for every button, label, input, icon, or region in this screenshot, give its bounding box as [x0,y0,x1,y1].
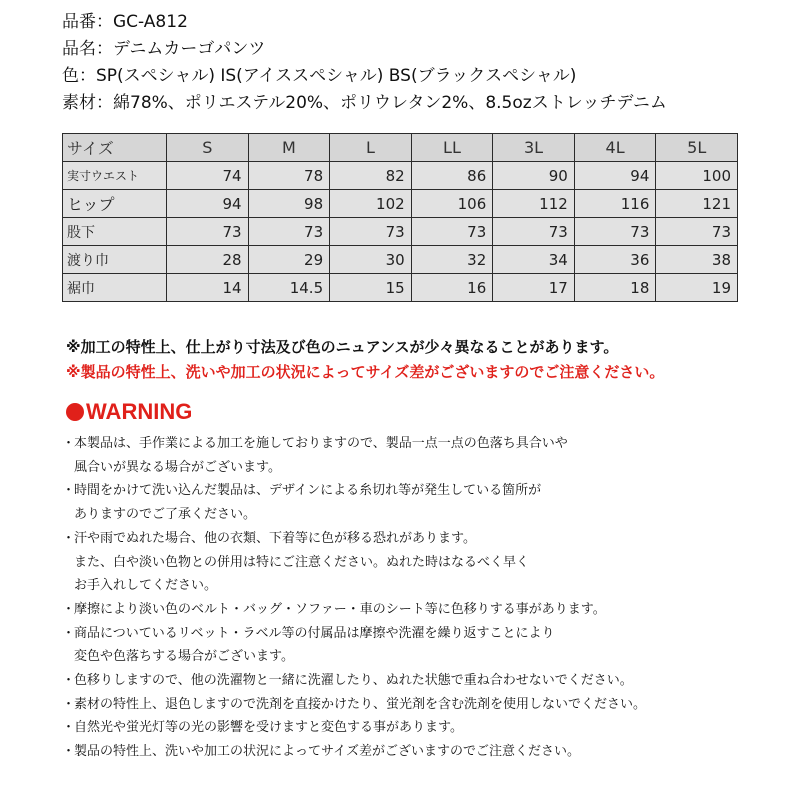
table-row [63,218,738,246]
product-number: 品番：GC-A812 [62,12,188,32]
table-cell: 73 [493,218,575,246]
table-cell: 15 [330,274,412,302]
bullet: ・ [62,696,76,712]
size-header-ll: LL [411,134,493,162]
bullet: ・ [62,744,76,760]
list-item [62,693,762,717]
list-item [62,527,762,598]
size-table [62,133,738,302]
row-label-hem-width: 裾巾 [63,274,167,302]
table-cell: 98 [248,190,330,218]
table-cell: 106 [411,190,493,218]
table-cell: 14 [167,274,249,302]
list-item [62,716,762,740]
size-corner-label: サイズ [63,134,167,162]
row-label-thigh-width: 渡り巾 [63,246,167,274]
table-cell: 36 [574,246,656,274]
size-header-4l: 4L [574,134,656,162]
table-cell: 18 [574,274,656,302]
table-cell: 74 [167,162,249,190]
warning-title: WARNING [86,399,193,424]
list-item [62,598,762,622]
product-material: 素材：綿78%、ポリエステル20%、ポリウレタン2%、8.5ozストレッチデニム [62,93,667,113]
list-item-text: 時間をかけて洗い込んだ製品は、デザインによる糸切れ等が発生している箇所が [74,483,542,499]
table-row [63,246,738,274]
list-item-text: また、白や淡い色物との併用は特にご注意ください。ぬれた時はなるべく早く [74,554,530,570]
list-item-text: 製品の特性上、洗いや加工の状況によってサイズ差がございますのでご注意ください。 [74,744,580,760]
table-cell: 86 [411,162,493,190]
list-item [62,432,762,479]
size-header-m: M [248,134,330,162]
table-cell: 94 [167,190,249,218]
table-cell: 73 [330,218,412,246]
size-header-5l: 5L [656,134,738,162]
row-label-waist: 実寸ウエスト [63,162,167,190]
table-cell: 32 [411,246,493,274]
product-name: 品名：デニムカーゴパンツ [62,39,266,59]
table-cell: 116 [574,190,656,218]
list-item-text: 汗や雨でぬれた場合、他の衣類、下着等に色が移る恐れがあります。 [74,530,476,546]
bullet: ・ [62,436,76,451]
table-row [63,274,738,302]
list-item-text: 摩擦により淡い色のベルト・バッグ・ソファー・車のシート等に色移りする事があります。 [74,601,606,617]
warning-list [62,432,762,764]
table-cell: 100 [656,162,738,190]
list-item-text: 本製品は、手作業による加工を施しておりますので、製品一点一点の色落ち具合いや [74,436,568,451]
table-cell: 14.5 [248,274,330,302]
list-item-text: 自然光や蛍光灯等の光の影響を受けますと変色する事があります。 [74,720,463,736]
table-cell: 73 [411,218,493,246]
warning-heading [66,399,192,425]
list-item [62,740,762,764]
table-cell: 94 [574,162,656,190]
row-label-hip: ヒップ [63,190,167,218]
bullet: ・ [62,483,76,499]
list-item-text: 素材の特性上、退色しますので洗剤を直接かけたり、蛍光剤を含む洗剤を使用しないでください。 [74,696,647,712]
list-item-text: 色移りしますので、他の洗濯物と一緒に洗濯したり、ぬれた状態で重ね合わせないでください。 [74,673,633,689]
list-item-text: ありますのでご了承ください。 [74,507,257,523]
size-header-s: S [167,134,249,162]
table-cell: 38 [656,246,738,274]
dimension-note: ※加工の特性上、仕上がり寸法及び色のニュアンスが少々異なることがあります。 [66,338,619,356]
bullet: ・ [62,673,76,689]
table-cell: 28 [167,246,249,274]
list-item [62,479,762,526]
bullet: ・ [62,720,76,736]
table-cell: 82 [330,162,412,190]
table-cell: 90 [493,162,575,190]
list-item-text: 変色や色落ちする場合がございます。 [74,649,294,665]
warning-dot-icon [66,403,84,421]
bullet: ・ [62,601,76,617]
table-cell: 102 [330,190,412,218]
table-row [63,190,738,218]
table-cell: 19 [656,274,738,302]
product-colors: 色：SP(スペシャル) IS(アイススペシャル) BS(ブラックスペシャル) [62,66,577,86]
table-cell: 34 [493,246,575,274]
list-item-text: 商品についているリベット・ラベル等の付属品は摩擦や洗濯を繰り返すことにより [74,625,555,641]
list-item-text: 風合いが異なる場合がございます。 [74,459,281,475]
table-cell: 73 [574,218,656,246]
table-cell: 16 [411,274,493,302]
table-cell: 73 [248,218,330,246]
table-row [63,162,738,190]
table-cell: 78 [248,162,330,190]
table-cell: 73 [656,218,738,246]
table-cell: 30 [330,246,412,274]
size-header-row [63,134,738,162]
list-item-text: お手入れしてください。 [74,578,218,594]
row-label-inseam: 股下 [63,218,167,246]
table-cell: 112 [493,190,575,218]
list-item [62,622,762,669]
table-cell: 73 [167,218,249,246]
size-header-l: L [330,134,412,162]
bullet: ・ [62,625,76,641]
size-difference-note: ※製品の特性上、洗いや加工の状況によってサイズ差がございますのでご注意ください。 [66,363,665,381]
bullet: ・ [62,530,76,546]
list-item [62,669,762,693]
table-cell: 121 [656,190,738,218]
table-cell: 29 [248,246,330,274]
table-cell: 17 [493,274,575,302]
size-header-3l: 3L [493,134,575,162]
